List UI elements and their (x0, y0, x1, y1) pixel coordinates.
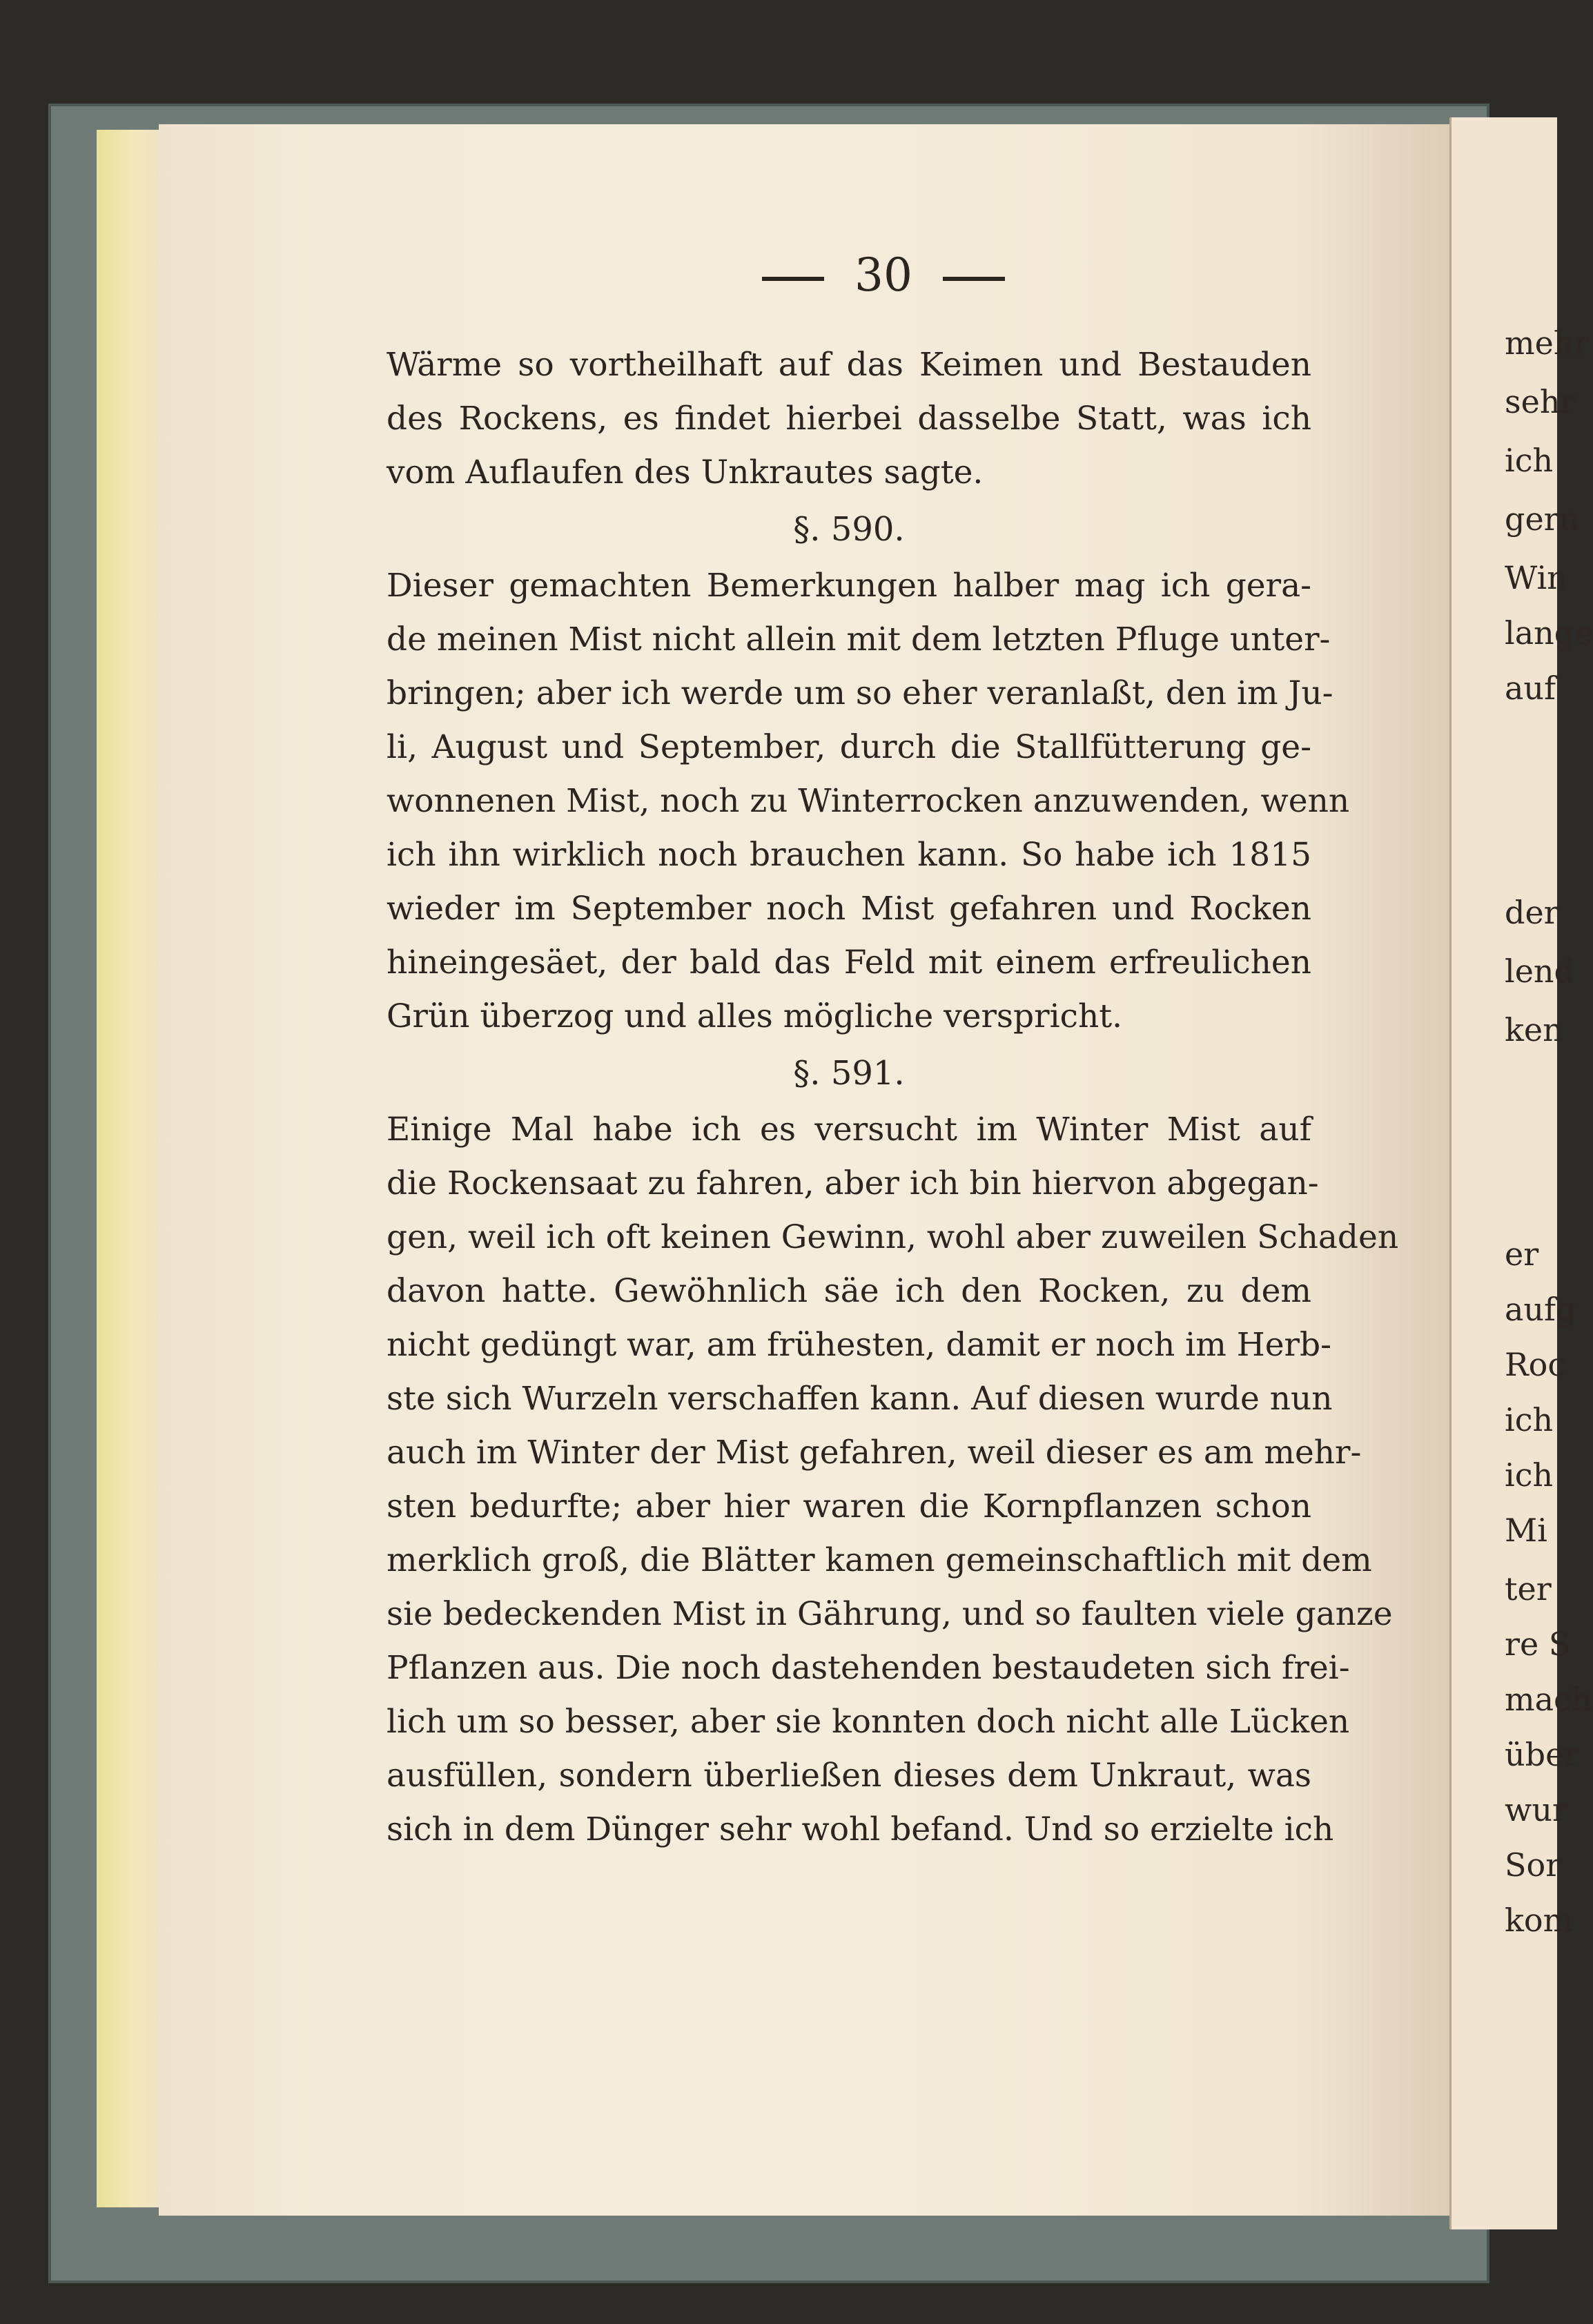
facing-page-word: er (1505, 1236, 1539, 1273)
facing-page-word: auf (1505, 670, 1556, 707)
text-line: ich ihn wirklich noch brauchen kann. So habe ich 1815 (387, 836, 1311, 874)
text-line: sie bedeckenden Mist in Gährung, und so faulten viele ganze (387, 1595, 1393, 1633)
facing-page-word: Sor (1505, 1846, 1561, 1884)
section-heading-591: §. 591. (793, 1054, 905, 1093)
text-line: des Rockens, es findet hierbei dasselbe Statt, was ich (387, 400, 1311, 438)
text-body (387, 338, 1399, 1857)
text-line: hineingesäet, der bald das Feld mit einem erfreulichen (387, 944, 1311, 982)
page-number: 30 (854, 248, 912, 302)
facing-page-word: über (1505, 1736, 1580, 1773)
facing-page-word: sehr (1505, 383, 1576, 420)
facing-page-word: wur (1505, 1791, 1567, 1828)
facing-page-word: Roc (1505, 1346, 1566, 1383)
page-header (690, 248, 1077, 311)
facing-page-word: aufg (1505, 1291, 1576, 1328)
facing-page-word: mach (1505, 1681, 1592, 1718)
text-line: die Rockensaat zu fahren, aber ich bin hiervon abgegan- (387, 1164, 1319, 1202)
text-line: wieder im September noch Mist gefahren und Rocken (387, 890, 1311, 928)
text-line: gen, weil ich oft keinen Gewinn, wohl aber zuweilen Schaden (387, 1218, 1399, 1256)
header-dash-right (943, 277, 1005, 281)
section-heading-590: §. 590. (793, 510, 905, 549)
facing-page-word: ich (1505, 1456, 1554, 1494)
header-dash-left (762, 277, 824, 281)
text-line: Pflanzen aus. Die noch dastehenden bestaudeten sich frei- (387, 1649, 1350, 1687)
facing-page-word: Win (1505, 559, 1567, 596)
text-line: merklich groß, die Blätter kamen gemeinschaftlich mit dem (387, 1541, 1372, 1579)
text-line: ste sich Wurzeln verschaffen kann. Auf diesen wurde nun (387, 1380, 1333, 1418)
facing-page-word: der (1505, 894, 1559, 931)
facing-page-word: kom (1505, 1902, 1574, 1939)
text-line: sten bedurfte; aber hier waren die Kornpflanzen schon (387, 1487, 1311, 1525)
text-line: davon hatte. Gewöhnlich säe ich den Rocken, zu dem (387, 1272, 1311, 1310)
text-line: ausfüllen, sondern überließen dieses dem Unkraut, was (387, 1757, 1311, 1795)
text-line: Wärme so vortheilhaft auf das Keimen und Bestauden (387, 346, 1311, 384)
facing-page-word: gern (1505, 500, 1580, 538)
text-line: vom Auflaufen des Unkrautes sagte. (387, 453, 984, 491)
facing-page-word: re S (1505, 1625, 1571, 1663)
text-line: sich in dem Dünger sehr wohl befand. Und so erzielte ich (387, 1810, 1334, 1848)
facing-page-word: ich (1505, 1401, 1554, 1438)
text-line: auch im Winter der Mist gefahren, weil dieser es am mehr- (387, 1434, 1362, 1472)
text-line: nicht gedüngt war, am frühesten, damit er noch im Herb- (387, 1326, 1331, 1364)
facing-page-word: Mi (1505, 1512, 1547, 1549)
text-line: Dieser gemachten Bemerkungen halber mag ich gera- (387, 567, 1311, 605)
text-line: Einige Mal habe ich es versucht im Winter Mist auf (387, 1111, 1311, 1149)
facing-page-word: lend (1505, 953, 1575, 990)
text-line: bringen; aber ich werde um so eher veranlaßt, den im Ju- (387, 674, 1333, 712)
facing-page-word: lange (1505, 614, 1593, 652)
text-line: li, August und September, durch die Stallfütterung ge- (387, 728, 1311, 766)
facing-page-word: mehr (1505, 324, 1590, 362)
facing-page-word: ter (1505, 1570, 1552, 1608)
text-line: lich um so besser, aber sie konnten doch nicht alle Lücken (387, 1703, 1350, 1741)
text-line: wonnenen Mist, noch zu Winterrocken anzuwenden, wenn (387, 782, 1350, 820)
text-line: Grün überzog und alles mögliche verspricht. (387, 997, 1123, 1035)
facing-page-word: ich (1505, 442, 1554, 479)
text-line: de meinen Mist nicht allein mit dem letzten Pfluge unter- (387, 621, 1331, 658)
facing-page-word: ken (1505, 1011, 1563, 1048)
